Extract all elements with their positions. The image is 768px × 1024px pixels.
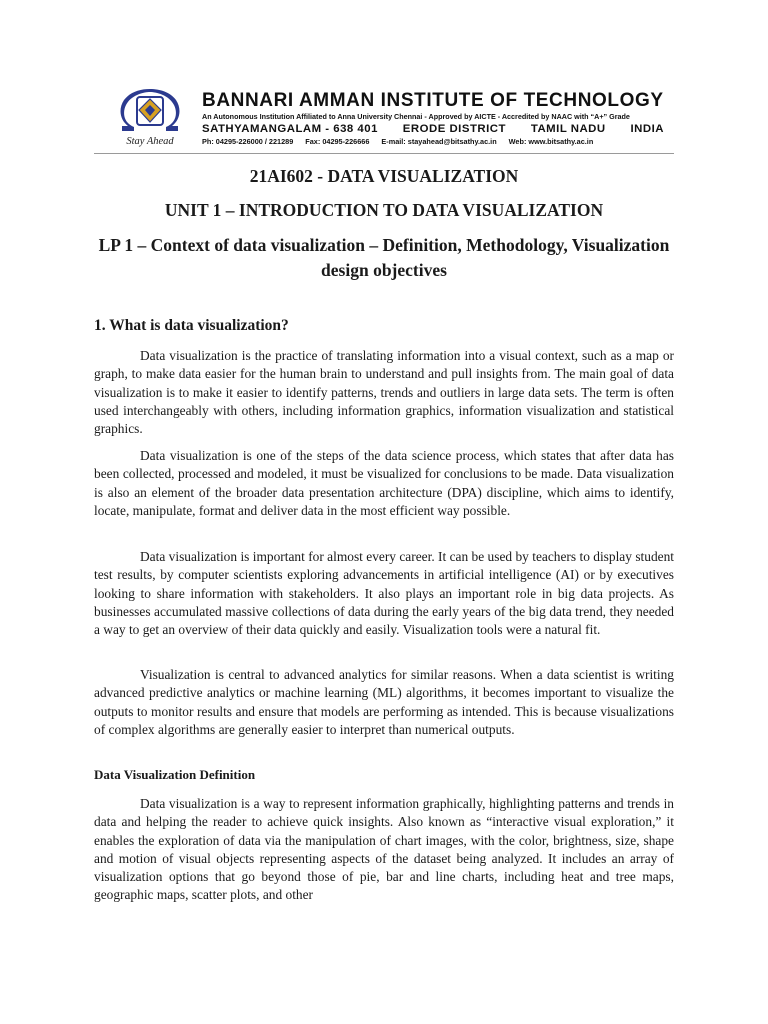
unit-title: UNIT 1 – INTRODUCTION TO DATA VISUALIZATION bbox=[164, 200, 604, 220]
contact-web: Web: www.bitsathy.ac.in bbox=[508, 137, 594, 146]
address-state: TAMIL NADU bbox=[530, 123, 606, 135]
institution-affiliation: An Autonomous Institution Affiliated to Anna University Chennai - Approved by AICTE - Accredited by NAAC with “A+” Grade bbox=[202, 112, 630, 121]
address-town: SATHYAMANGALAM - 638 401 bbox=[202, 123, 378, 135]
paragraph: Data visualization is important for almost every career. It can be used by teachers to display student test results, by computer scientists exploring advancements in artificial intelligence (AI) or by executives looking to share information with stakeholders. It also plays an important role in big data projects. As businesses accumulated massive collections of data during the early years of the big data trend, they needed a way to get an overview of their data quickly and easily. Visualization tools were a natural fit. bbox=[94, 549, 674, 638]
definition-heading: Data Visualization Definition bbox=[94, 767, 256, 782]
contact-email: E-mail: stayahead@bitsathy.ac.in bbox=[381, 137, 497, 146]
section-heading: 1. What is data visualization? bbox=[94, 317, 289, 334]
contact-fax: Fax: 04295-226666 bbox=[305, 137, 370, 146]
contact-phone: Ph: 04295-226000 / 221289 bbox=[202, 137, 294, 146]
lesson-title: LP 1 – Context of data visualization – Definition, Methodology, Visualization design objectives bbox=[98, 235, 670, 280]
paragraph: Data visualization is one of the steps of the data science process, which states that after data has been collected, processed and modeled, it must be visualized for conclusions to be made. Data visualization is also an element of the broader data presentation architecture (DPA) discipline, which aims to identify, locate, manipulate, format and deliver data in the most efficient way possible. bbox=[94, 448, 674, 518]
letterhead-text bbox=[202, 90, 672, 147]
institution-address bbox=[202, 122, 664, 137]
institution-logo bbox=[110, 89, 190, 149]
letterhead bbox=[94, 87, 674, 154]
omega-shield-icon bbox=[114, 89, 186, 135]
logo-tagline: Stay Ahead bbox=[126, 136, 174, 147]
paragraph: Visualization is central to advanced analytics for similar reasons. When a data scientist is writing advanced predictive analytics or machine learning (ML) algorithms, it becomes important to visualize the outputs to monitor results and ensure that models are performing as intended. This is because visualizations of complex algorithms are generally easier to interpret than numerical outputs. bbox=[94, 667, 674, 737]
paragraph: Data visualization is the practice of translating information into a visual context, such as a map or graph, to make data easier for the human brain to understand and pull insights from. The main goal of data visualization is to make it easier to identify patterns, trends and outliers in large data sets. The term is often used interchangeably with others, including information graphics, information visualization and statistical graphics. bbox=[94, 348, 674, 437]
definition-paragraph: Data visualization is a way to represent information graphically, highlighting patterns and trends in data and helping the reader to achieve quick insights. Also known as “interactive visual exploration,” it enables the exploration of data via the manipulation of chart images, with the color, brightness, size, shape and motion of visual objects representing aspects of the dataset being analyzed. It includes an array of visualization options that go beyond those of pie, bar and line charts, including heat and tree maps, geographic maps, scatter plots, and other bbox=[94, 796, 674, 903]
course-title: 21AI602 - DATA VISUALIZATION bbox=[249, 166, 519, 186]
institution-name: BANNARI AMMAN INSTITUTE OF TECHNOLOGY bbox=[202, 90, 664, 111]
institution-contact bbox=[202, 137, 672, 147]
address-country: INDIA bbox=[630, 123, 664, 135]
address-district: ERODE DISTRICT bbox=[402, 123, 506, 135]
